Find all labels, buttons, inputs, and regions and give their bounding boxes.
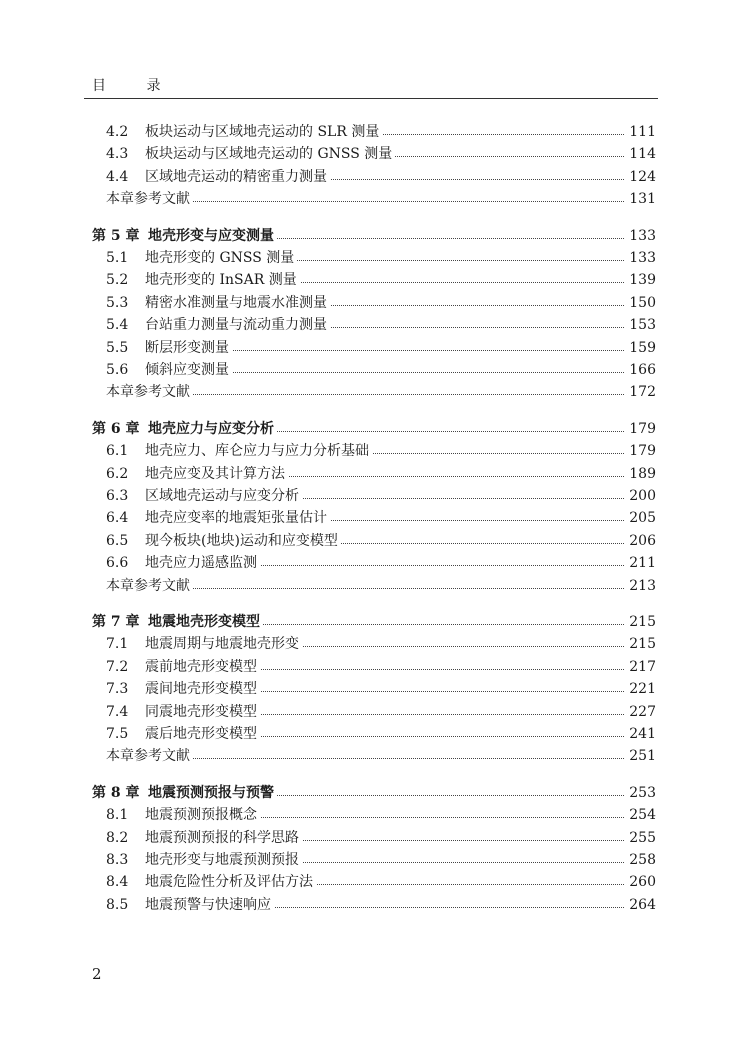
toc-entry-number: 8.1 <box>106 807 129 824</box>
toc-entry-title: 台站重力测量与流动重力测量 <box>145 314 330 336</box>
toc-entry-number: 6.1 <box>106 443 129 460</box>
toc-entry-number: 6.3 <box>106 488 129 504</box>
toc-references-entry[interactable] <box>0 575 750 597</box>
toc-entry-title: 区域地壳运动与应变分析 <box>145 485 302 507</box>
toc-entry-number: 5.5 <box>106 339 129 356</box>
toc-entry-number: 6.6 <box>106 555 129 572</box>
toc-section-entry[interactable] <box>0 894 750 916</box>
toc-entry-title: 同震地壳形变模型 <box>145 701 260 723</box>
toc-entry-number: 5.4 <box>106 317 129 334</box>
toc-entry-page: 251 <box>625 745 656 767</box>
toc-entry-number: 8.4 <box>106 874 129 891</box>
toc-entry-title: 地壳应变及其计算方法 <box>145 463 288 485</box>
toc-entry-page: 200 <box>625 485 656 507</box>
toc-entry-number: 4.3 <box>106 146 129 163</box>
running-header: 目 录 <box>92 78 179 94</box>
toc-entry-title: 地壳形变与应变测量 <box>148 225 277 247</box>
toc-entry-number: 7.3 <box>106 681 129 698</box>
toc-entry-title: 震间地壳形变模型 <box>145 678 260 700</box>
toc-entry-title: 地震预测预报概念 <box>145 804 260 826</box>
toc-section-entry[interactable] <box>0 440 750 462</box>
toc-entry-page: 215 <box>625 633 656 655</box>
toc-entry-page: 124 <box>625 166 656 188</box>
toc-entry-title: 地壳应力、库仑应力与应力分析基础 <box>145 440 372 462</box>
toc-entry-page: 253 <box>625 782 656 804</box>
toc-entry-page: 166 <box>625 359 656 381</box>
toc-section-entry[interactable] <box>0 678 750 700</box>
toc-entry-page: 179 <box>625 440 656 462</box>
toc-entry-page: 179 <box>625 418 656 440</box>
toc-entry-page: 260 <box>625 871 656 893</box>
toc-entry-page: 131 <box>625 188 656 210</box>
toc-entry-page: 150 <box>625 292 656 314</box>
toc-entry-number: 7.4 <box>106 703 129 720</box>
toc-section-entry[interactable] <box>0 247 750 269</box>
toc-entry-page: 215 <box>625 611 656 633</box>
toc-section-entry[interactable] <box>0 314 750 336</box>
toc-entry-number: 5.6 <box>106 362 129 378</box>
toc-entry-page: 111 <box>625 121 656 143</box>
page-number: 2 <box>92 965 102 983</box>
toc-entry-title: 倾斜应变测量 <box>145 359 232 381</box>
toc-entry-title: 地震预警与快速响应 <box>145 894 274 916</box>
toc-entry-number: 7.1 <box>106 636 129 653</box>
toc-entry-title: 本章参考文献 <box>106 188 193 210</box>
toc-entry-page: 241 <box>625 723 656 745</box>
toc-entry-number: 7.5 <box>106 726 129 742</box>
toc-entry-title: 地壳应力与应变分析 <box>148 418 277 440</box>
toc-entry-title: 本章参考文献 <box>106 575 193 597</box>
toc-section-entry[interactable] <box>0 656 750 678</box>
toc-entry-number: 第 8 章 <box>92 784 140 801</box>
toc-entry-page: 221 <box>625 678 656 700</box>
toc-references-entry[interactable] <box>0 188 750 210</box>
toc-section-entry[interactable] <box>0 359 750 381</box>
toc-section-entry[interactable] <box>0 530 750 552</box>
toc-section-entry[interactable] <box>0 337 750 359</box>
toc-entry-page: 133 <box>625 247 656 269</box>
toc-entry-title: 地壳形变的 GNSS 测量 <box>145 247 297 269</box>
toc-section-entry[interactable] <box>0 701 750 723</box>
toc-section-entry[interactable] <box>0 463 750 485</box>
toc-entry-title: 地震周期与地震地壳形变 <box>145 633 302 655</box>
toc-entry-page: 153 <box>625 314 656 336</box>
toc-chapter-entry[interactable] <box>0 611 750 633</box>
toc-entry-page: 217 <box>625 656 656 678</box>
toc-section-entry[interactable] <box>0 292 750 314</box>
toc-entry-number: 8.3 <box>106 852 129 868</box>
toc-entry-number: 4.4 <box>106 168 129 185</box>
toc-entry-page: 114 <box>625 143 656 165</box>
toc-section-entry[interactable] <box>0 485 750 507</box>
toc-entry-number: 5.3 <box>106 294 129 311</box>
toc-entry-title: 震前地壳形变模型 <box>145 656 260 678</box>
toc-entry-number: 8.2 <box>106 829 129 846</box>
toc-entry-title: 本章参考文献 <box>106 745 193 767</box>
toc-entry-number: 第 7 章 <box>92 614 140 630</box>
toc-entry-title: 现今板块(地块)运动和应变模型 <box>145 530 341 552</box>
toc-entry-page: 205 <box>625 507 656 529</box>
toc-entry-page: 172 <box>625 381 656 403</box>
toc-chapter-entry[interactable] <box>0 225 750 247</box>
toc-references-entry[interactable] <box>0 745 750 767</box>
toc-entry-title: 地震危险性分析及评估方法 <box>145 871 316 893</box>
toc-entry-number: 6.2 <box>106 465 129 482</box>
toc-section-entry[interactable] <box>0 143 750 165</box>
toc-entry-title: 地震地壳形变模型 <box>148 611 263 633</box>
toc-entry-number: 5.2 <box>106 272 129 289</box>
toc-entry-title: 板块运动与区域地壳运动的 SLR 测量 <box>145 121 382 143</box>
toc-entry-number: 第 6 章 <box>92 420 140 437</box>
toc-entry-title: 地震预测预报的科学思路 <box>145 827 302 849</box>
toc-section-entry[interactable] <box>0 723 750 745</box>
toc-entry-title: 地震预测预报与预警 <box>148 782 277 804</box>
toc-entry-title: 地壳形变的 InSAR 测量 <box>145 269 300 291</box>
toc-section-entry[interactable] <box>0 121 750 143</box>
toc-references-entry[interactable] <box>0 381 750 403</box>
toc-entry-page: 264 <box>625 894 656 916</box>
toc-section-entry[interactable] <box>0 871 750 893</box>
toc-entry-page: 211 <box>625 552 656 574</box>
toc-section-entry[interactable] <box>0 166 750 188</box>
toc-entry-number: 8.5 <box>106 896 129 913</box>
toc-entry-page: 139 <box>625 269 656 291</box>
toc-entry-number: 第 5 章 <box>92 227 140 244</box>
toc-section-entry[interactable] <box>0 552 750 574</box>
toc-entry-title: 板块运动与区域地壳运动的 GNSS 测量 <box>145 143 395 165</box>
toc-entry-title: 地壳形变与地震预测预报 <box>145 849 302 871</box>
toc-section-entry[interactable] <box>0 507 750 529</box>
toc-chapter-entry[interactable] <box>0 418 750 440</box>
toc-entry-page: 258 <box>625 849 656 871</box>
toc-entry-page: 189 <box>625 463 656 485</box>
header-rule <box>84 98 658 99</box>
toc-entry-title: 本章参考文献 <box>106 381 193 403</box>
toc-entry-title: 震后地壳形变模型 <box>145 723 260 745</box>
toc-entry-title: 区域地壳运动的精密重力测量 <box>145 166 330 188</box>
toc-entry-title: 地壳应变率的地震矩张量估计 <box>145 507 330 529</box>
toc-entry-number: 6.4 <box>106 510 129 527</box>
toc-entry-title: 精密水准测量与地震水准测量 <box>145 292 330 314</box>
toc-section-entry[interactable] <box>0 827 750 849</box>
toc-entry-page: 206 <box>625 530 656 552</box>
toc-chapter-entry[interactable] <box>0 782 750 804</box>
toc-entry-page: 255 <box>625 827 656 849</box>
toc-entry-page: 227 <box>625 701 656 723</box>
toc-entry-page: 213 <box>625 575 656 597</box>
toc-entry-page: 254 <box>625 804 656 826</box>
toc-entry-number: 5.1 <box>106 250 129 266</box>
toc-entry-title: 地壳应力遥感监测 <box>145 552 260 574</box>
toc-entry-number: 6.5 <box>106 532 129 549</box>
toc-entry-page: 159 <box>625 337 656 359</box>
toc-section-entry[interactable] <box>0 633 750 655</box>
toc-entry-page: 133 <box>625 225 656 247</box>
toc-section-entry[interactable] <box>0 269 750 291</box>
toc-section-entry[interactable] <box>0 849 750 871</box>
toc-entry-title: 断层形变测量 <box>145 337 232 359</box>
toc-section-entry[interactable] <box>0 804 750 826</box>
toc-entry-number: 7.2 <box>106 658 129 675</box>
toc-entry-number: 4.2 <box>106 124 129 140</box>
